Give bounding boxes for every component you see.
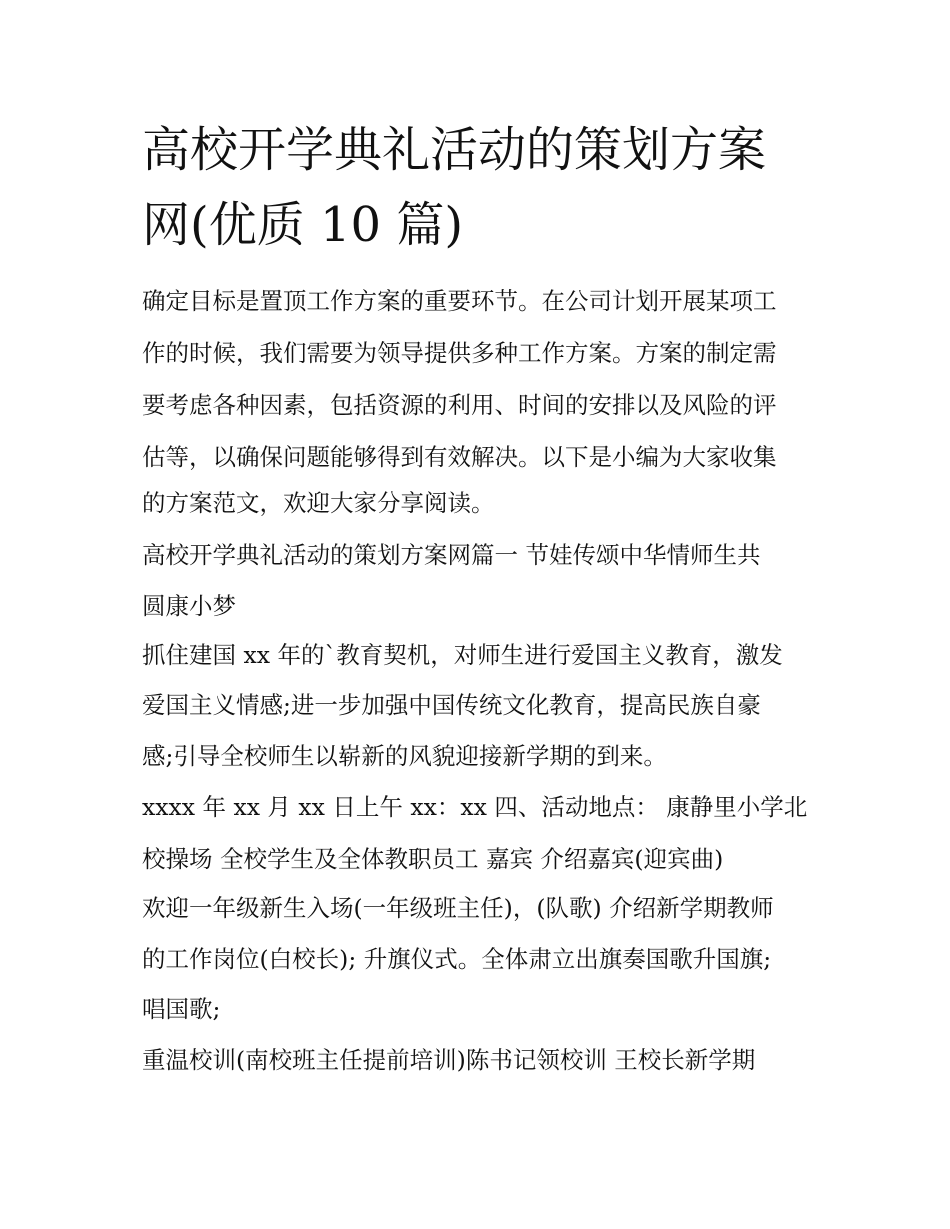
- paragraph-line-5: 的方案范文，欢迎大家分享阅读。: [142, 489, 495, 517]
- paragraph-line-11: xxxx 年 xx 月 xx 日上午 xx：xx 四、活动地点： 康静里小学北: [142, 793, 808, 821]
- paragraph-line-8: 抓住建国 xx 年的`教育契机，对师生进行爱国主义教育，激发: [142, 641, 783, 669]
- paragraph-line-1: 确定目标是置顶工作方案的重要环节。在公司计划开展某项工: [142, 287, 777, 315]
- paragraph-line-2: 作的时候，我们需要为领导提供多种工作方案。方案的制定需: [142, 339, 777, 367]
- paragraph-line-15: 唱国歌;: [142, 995, 221, 1023]
- paragraph-line-4: 估等，以确保问题能够得到有效解决。以下是小编为大家收集: [142, 443, 777, 471]
- paragraph-line-10: 感;引导全校师生以崭新的风貌迎接新学期的到来。: [142, 742, 667, 770]
- paragraph-line-7: 圆康小梦: [142, 592, 236, 620]
- document-title-line-2: 网(优质 10 篇): [142, 197, 464, 253]
- paragraph-line-13: 欢迎一年级新生入场(一年级班主任)，(队歌) 介绍新学期教师: [142, 894, 774, 922]
- paragraph-line-6: 高校开学典礼活动的策划方案网篇一 节娃传颂中华情师生共: [142, 541, 761, 569]
- paragraph-line-9: 爱国主义情感;进一步加强中国传统文化教育，提高民族自豪: [142, 691, 761, 719]
- paragraph-line-12: 校操场 全校学生及全体教职员工 嘉宾 介绍嘉宾(迎宾曲): [142, 845, 724, 873]
- paragraph-line-14: 的工作岗位(白校长); 升旗仪式。全体肃立出旗奏国歌升国旗;: [142, 945, 772, 973]
- paragraph-line-3: 要考虑各种因素，包括资源的利用、时间的安排以及风险的评: [142, 391, 777, 419]
- document-title-line-1: 高校开学典礼活动的策划方案: [142, 122, 767, 178]
- paragraph-line-16: 重温校训(南校班主任提前培训)陈书记领校训 王校长新学期: [142, 1046, 756, 1074]
